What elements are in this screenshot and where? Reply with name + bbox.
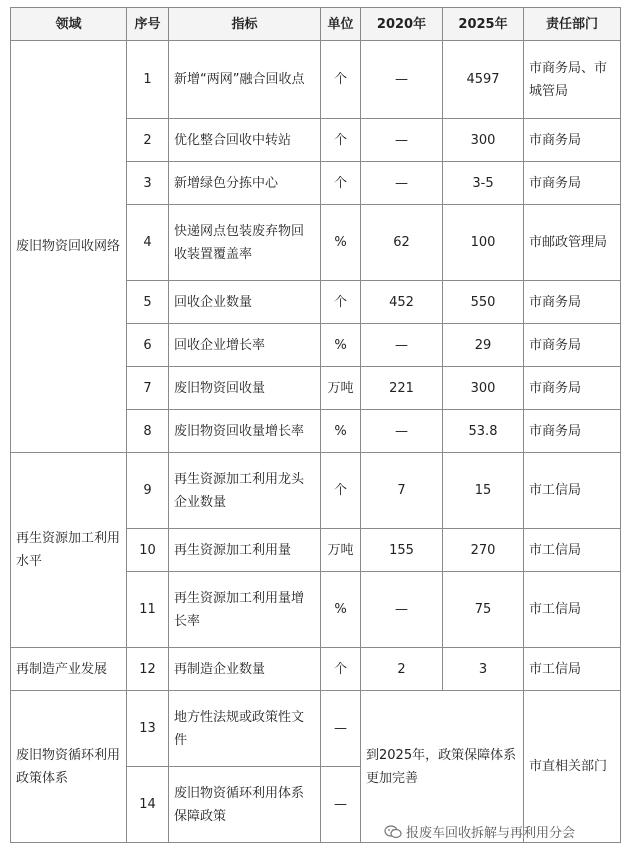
row-unit: 万吨 (321, 367, 361, 410)
row-unit: 个 (321, 119, 361, 162)
row-unit: % (321, 572, 361, 648)
domain-cell: 再生资源加工利用水平 (11, 453, 127, 648)
row-2020: — (361, 162, 443, 205)
row-indicator: 再生资源加工利用龙头企业数量 (169, 453, 321, 529)
row-dept: 市工信局 (524, 648, 621, 691)
row-dept: 市商务局 (524, 119, 621, 162)
row-2025: 550 (443, 281, 524, 324)
row-dept: 市邮政管理局 (524, 205, 621, 281)
row-dept: 市工信局 (524, 453, 621, 529)
row-dept: 市商务局、市城管局 (524, 41, 621, 119)
row-dept: 市商务局 (524, 281, 621, 324)
row-indicator: 新增“两网”融合回收点 (169, 41, 321, 119)
row-dept: 市工信局 (524, 572, 621, 648)
row-2020: — (361, 41, 443, 119)
row-indicator: 地方性法规或政策性文件 (169, 691, 321, 767)
row-unit: % (321, 324, 361, 367)
row-no: 8 (127, 410, 169, 453)
header-dept: 责任部门 (524, 8, 621, 41)
row-indicator: 回收企业增长率 (169, 324, 321, 367)
row-2020: 221 (361, 367, 443, 410)
row-no: 14 (127, 767, 169, 843)
row-no: 7 (127, 367, 169, 410)
header-no: 序号 (127, 8, 169, 41)
row-indicator: 回收企业数量 (169, 281, 321, 324)
row-2025: 75 (443, 572, 524, 648)
row-no: 12 (127, 648, 169, 691)
row-2020: — (361, 119, 443, 162)
row-2025: 4597 (443, 41, 524, 119)
row-indicator: 废旧物资回收量增长率 (169, 410, 321, 453)
row-dept: 市直相关部门 (524, 691, 621, 843)
header-unit: 单位 (321, 8, 361, 41)
row-unit: 个 (321, 162, 361, 205)
row-2020: — (361, 324, 443, 367)
wechat-icon (384, 825, 402, 839)
domain-cell: 废旧物资循环利用政策体系 (11, 691, 127, 843)
header-indicator: 指标 (169, 8, 321, 41)
row-indicator: 新增绿色分拣中心 (169, 162, 321, 205)
row-no: 6 (127, 324, 169, 367)
row-dept: 市工信局 (524, 529, 621, 572)
table-row (11, 691, 621, 767)
row-2020: 452 (361, 281, 443, 324)
row-2025: 3 (443, 648, 524, 691)
row-dept: 市商务局 (524, 162, 621, 205)
row-no: 1 (127, 41, 169, 119)
row-indicator: 再生资源加工利用量增长率 (169, 572, 321, 648)
row-indicator: 优化整合回收中转站 (169, 119, 321, 162)
row-indicator: 再生资源加工利用量 (169, 529, 321, 572)
row-2020: — (361, 572, 443, 648)
row-no: 4 (127, 205, 169, 281)
indicator-table (10, 7, 621, 843)
header-2025: 2025年 (443, 8, 524, 41)
row-no: 5 (127, 281, 169, 324)
row-2020: 2 (361, 648, 443, 691)
row-2025: 29 (443, 324, 524, 367)
table-row (11, 453, 621, 529)
row-indicator: 废旧物资循环利用体系保障政策 (169, 767, 321, 843)
row-no: 9 (127, 453, 169, 529)
row-no: 10 (127, 529, 169, 572)
row-unit: 个 (321, 453, 361, 529)
row-unit: — (321, 691, 361, 767)
row-2020: 7 (361, 453, 443, 529)
row-dept: 市商务局 (524, 367, 621, 410)
row-unit: 个 (321, 648, 361, 691)
row-unit: 万吨 (321, 529, 361, 572)
row-no: 11 (127, 572, 169, 648)
watermark-text: 报废车回收拆解与再利用分会 (406, 826, 576, 841)
row-dept: 市商务局 (524, 324, 621, 367)
header-row (11, 8, 621, 41)
row-2020: 155 (361, 529, 443, 572)
row-indicator: 再制造企业数量 (169, 648, 321, 691)
row-2025: 300 (443, 367, 524, 410)
domain-cell: 废旧物资回收网络 (11, 41, 127, 453)
row-2025: 3-5 (443, 162, 524, 205)
row-2025: 15 (443, 453, 524, 529)
row-2020: — (361, 410, 443, 453)
domain-cell: 再制造产业发展 (11, 648, 127, 691)
header-domain: 领域 (11, 8, 127, 41)
table-row (11, 648, 621, 691)
row-indicator: 废旧物资回收量 (169, 367, 321, 410)
row-2025: 270 (443, 529, 524, 572)
row-no: 3 (127, 162, 169, 205)
row-no: 2 (127, 119, 169, 162)
row-dept: 市商务局 (524, 410, 621, 453)
merged-target-cell: 到2025年，政策保障体系更加完善 (361, 691, 524, 843)
row-no: 13 (127, 691, 169, 767)
row-indicator: 快递网点包装废弃物回收装置覆盖率 (169, 205, 321, 281)
row-2025: 100 (443, 205, 524, 281)
header-2020: 2020年 (361, 8, 443, 41)
row-2020: 62 (361, 205, 443, 281)
row-unit: 个 (321, 281, 361, 324)
watermark (384, 822, 575, 841)
row-unit: — (321, 767, 361, 843)
row-2025: 53.8 (443, 410, 524, 453)
row-unit: % (321, 410, 361, 453)
row-unit: 个 (321, 41, 361, 119)
row-2025: 300 (443, 119, 524, 162)
table-row (11, 41, 621, 119)
row-unit: % (321, 205, 361, 281)
